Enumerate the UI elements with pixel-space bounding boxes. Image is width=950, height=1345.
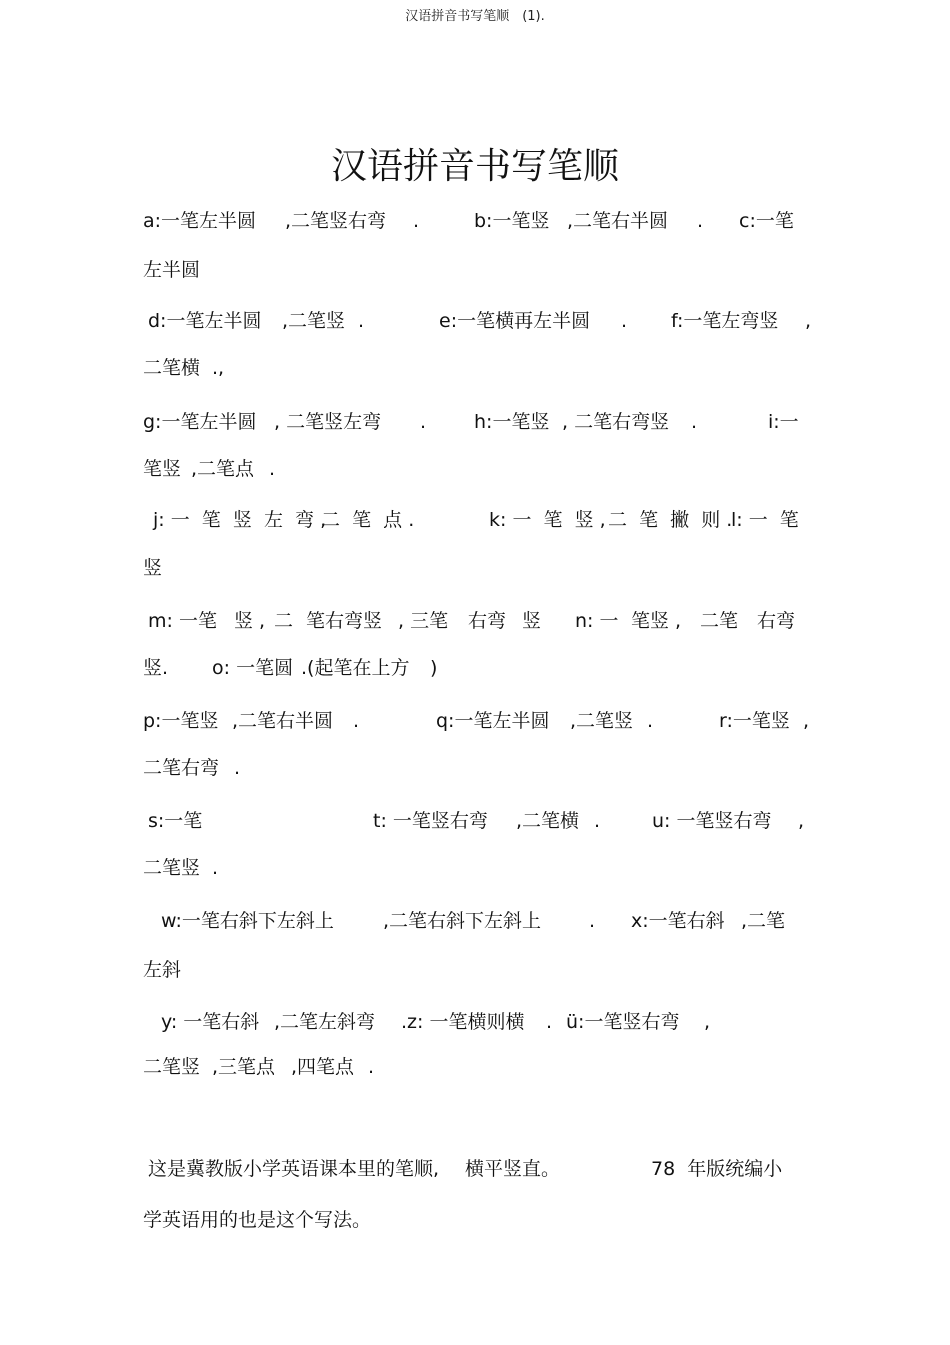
text-segment: ,	[805, 310, 812, 332]
text-segment: 二笔右弯	[143, 757, 220, 779]
text-line	[0, 1156, 783, 1182]
text-line	[0, 308, 812, 334]
text-segment: q:一笔左半圆	[436, 710, 550, 732]
text-segment: c:一笔	[739, 210, 794, 232]
text-segment: 笔竖 ,	[631, 610, 682, 632]
text-line	[0, 655, 438, 681]
text-line	[0, 957, 182, 983]
text-segment: 左斜	[143, 959, 182, 981]
text-segment: 二 笔 点 .	[321, 509, 415, 531]
text-line	[0, 608, 796, 634]
text-segment: 横平竖直。	[465, 1158, 561, 1180]
text-segment: .	[420, 411, 427, 433]
text-segment: m: 一笔	[148, 610, 217, 632]
text-segment: .z: 一笔横则横	[401, 1011, 525, 1033]
text-segment: ,二笔右半圆	[567, 210, 669, 232]
text-segment: p:一笔竖	[143, 710, 219, 732]
text-segment: ,	[798, 810, 805, 832]
text-segment: s:一笔	[148, 810, 203, 832]
text-segment: u: 一笔竖右弯	[652, 810, 772, 832]
text-segment: .	[212, 857, 219, 879]
text-line	[0, 708, 810, 734]
text-segment: , 二笔右弯竖	[562, 411, 670, 433]
text-line	[0, 409, 799, 435]
document-title: 汉语拼音书写笔顺	[330, 146, 619, 187]
text-segment: )	[430, 657, 438, 679]
text-line	[0, 208, 794, 234]
text-segment: 竖	[143, 557, 163, 579]
text-segment: .(起笔在上方	[301, 657, 410, 679]
text-segment: 二	[274, 610, 294, 632]
text-segment: 二笔	[700, 610, 739, 632]
text-segment: .	[621, 310, 628, 332]
text-segment: .	[368, 1056, 375, 1078]
text-segment: l: 一 笔	[731, 509, 799, 531]
text-segment: n: 一	[575, 610, 619, 632]
text-segment: .	[647, 710, 654, 732]
text-segment: 二 笔 撇 则 .	[608, 509, 733, 531]
text-segment: .	[691, 411, 698, 433]
text-line	[0, 1009, 711, 1035]
text-segment: e:一笔横再左半圆	[439, 310, 591, 332]
text-segment: .	[697, 210, 704, 232]
text-segment: ,二笔右斜下左斜上	[383, 910, 542, 932]
text-segment: .	[594, 810, 601, 832]
text-segment: h:一笔竖	[474, 411, 550, 433]
text-line	[0, 808, 805, 834]
text-segment: ,二笔左斜弯	[274, 1011, 376, 1033]
text-segment: 二笔竖	[143, 1056, 201, 1078]
text-segment: .	[358, 310, 365, 332]
text-segment: b:一笔竖	[474, 210, 550, 232]
text-segment: d:一笔左半圆	[148, 310, 262, 332]
text-segment: ,二笔右半圆	[232, 710, 334, 732]
text-segment: i:一	[768, 411, 799, 433]
text-segment: .	[546, 1011, 553, 1033]
text-segment: 左半圆	[143, 259, 201, 281]
text-line	[0, 257, 201, 283]
text-line	[0, 755, 241, 781]
text-segment: x:一笔右斜	[631, 910, 725, 932]
text-segment: .	[589, 910, 596, 932]
text-segment: y: 一笔右斜	[161, 1011, 260, 1033]
text-segment: 笔右弯竖	[306, 610, 383, 632]
text-segment: , 二笔竖左弯	[274, 411, 382, 433]
text-segment: .	[413, 210, 420, 232]
text-segment: 学英语用的也是这个写法。	[143, 1209, 372, 1231]
text-segment: 这是冀教版小学英语课本里的笔顺,	[148, 1158, 440, 1180]
text-line	[0, 908, 786, 934]
text-segment: .	[269, 458, 276, 480]
text-segment: 竖	[522, 610, 542, 632]
text-segment: o: 一笔圆	[212, 657, 294, 679]
text-segment: f:一笔左弯竖	[671, 310, 779, 332]
text-segment: .	[353, 710, 360, 732]
text-segment: ü:一笔竖右弯	[566, 1011, 680, 1033]
text-segment: .,	[212, 357, 225, 379]
text-line	[0, 507, 799, 533]
text-segment: 竖.	[143, 657, 169, 679]
text-segment: ,二笔竖	[282, 310, 346, 332]
text-segment: w:一笔右斜下左斜上	[161, 910, 334, 932]
text-segment: ,二笔	[741, 910, 786, 932]
text-segment: r:一笔竖	[719, 710, 790, 732]
text-segment: ,三笔点	[212, 1056, 276, 1078]
text-segment: 右弯	[757, 610, 796, 632]
text-segment: k: 一 笔 竖 ,	[489, 509, 606, 531]
text-segment: 78 年版统编小	[651, 1158, 783, 1180]
text-segment: 二笔竖	[143, 857, 201, 879]
text-line	[0, 1207, 372, 1233]
text-segment: t: 一笔竖右弯	[373, 810, 488, 832]
text-segment: .	[234, 757, 241, 779]
text-line	[0, 456, 276, 482]
text-segment: 右弯	[468, 610, 507, 632]
text-segment: a:一笔左半圆	[143, 210, 257, 232]
text-segment: ,二笔竖右弯	[285, 210, 387, 232]
text-segment: ,四笔点	[291, 1056, 355, 1078]
text-line	[0, 555, 163, 581]
text-segment: g:一笔左半圆	[143, 411, 257, 433]
text-segment: ,二笔竖	[570, 710, 634, 732]
text-segment: , 三笔	[398, 610, 449, 632]
text-segment: 笔竖	[143, 458, 182, 480]
text-segment: 二笔横	[143, 357, 201, 379]
text-line	[0, 355, 225, 381]
text-segment: ,	[704, 1011, 711, 1033]
page-header: 汉语拼音书写笔顺 (1).	[405, 9, 545, 24]
text-segment: ,二笔横	[516, 810, 580, 832]
text-segment: ,二笔点	[191, 458, 255, 480]
text-segment: ,	[803, 710, 810, 732]
text-line	[0, 855, 219, 881]
text-segment: j: 一 笔 竖 左 弯 ,	[153, 509, 327, 531]
text-line	[0, 1054, 375, 1080]
text-segment: 竖 ,	[234, 610, 266, 632]
